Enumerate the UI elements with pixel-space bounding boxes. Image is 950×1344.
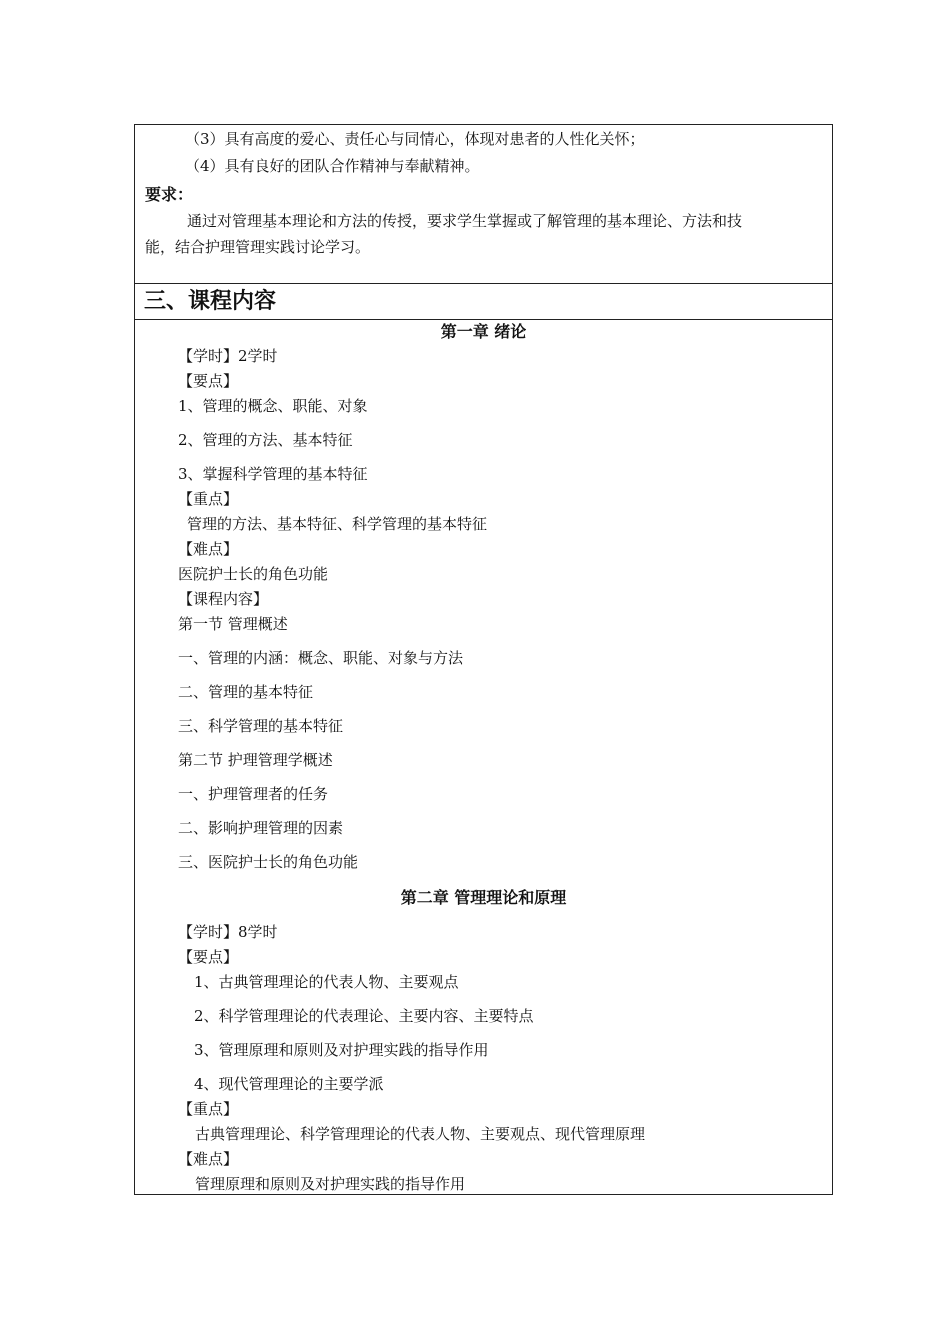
chapter-2-point: 3、管理原理和原则及对护理实践的指导作用 [194, 1041, 489, 1059]
chapter-1-content-label: 【课程内容】 [178, 590, 269, 608]
chapter-1-point: 3、掌握科学管理的基本特征 [178, 465, 368, 483]
chapter-2-hours: 【学时】8学时 [178, 923, 278, 941]
chapter-2-point: 2、科学管理理论的代表理论、主要内容、主要特点 [194, 1007, 534, 1025]
chapter-1-key: 管理的方法、基本特征、科学管理的基本特征 [187, 515, 488, 533]
chapter-2-title: 第二章 管理理论和原理 [400, 888, 567, 907]
section-title: 三、课程内容 [144, 289, 277, 314]
chapter-2-key: 古典管理理论、科学管理理论的代表人物、主要观点、现代管理原理 [195, 1125, 646, 1143]
chapter-2-key-label: 【重点】 [178, 1100, 239, 1118]
chapter-1-hours: 【学时】2学时 [178, 347, 278, 365]
chapter-1-point: 2、管理的方法、基本特征 [178, 431, 353, 449]
requirements-label: 要求： [145, 185, 194, 204]
chapter-2-point: 1、古典管理理论的代表人物、主要观点 [194, 973, 459, 991]
chapter-2-points-label: 【要点】 [178, 948, 239, 966]
requirements-line-1: 通过对管理基本理论和方法的传授，要求学生掌握或了解管理的基本理论、方法和技 [187, 212, 743, 230]
chapter-1-title: 第一章 绪论 [440, 322, 527, 341]
chapter-1-point: 1、管理的概念、职能、对象 [178, 397, 368, 415]
chapter-1-content-item: 第二节 护理管理学概述 [178, 751, 333, 769]
chapter-1-content-item: 一、管理的内涵：概念、职能、对象与方法 [178, 649, 464, 667]
requirements-line-2: 能，结合护理管理实践讨论学习。 [145, 238, 371, 256]
chapter-1-content-item: 三、医院护士长的角色功能 [178, 853, 359, 871]
objective-3: （3）具有高度的爱心、责任心与同情心，体现对患者的人性化关怀； [185, 130, 645, 148]
chapter-2-diff-label: 【难点】 [178, 1150, 239, 1168]
row-divider [135, 319, 832, 320]
chapter-1-content-item: 二、管理的基本特征 [178, 683, 314, 701]
chapter-2-point: 4、现代管理理论的主要学派 [194, 1075, 384, 1093]
chapter-1-diff: 医院护士长的角色功能 [178, 565, 329, 583]
chapter-1-points-label: 【要点】 [178, 372, 239, 390]
chapter-1-content-item: 三、科学管理的基本特征 [178, 717, 344, 735]
course-table [134, 124, 833, 1195]
chapter-1-key-label: 【重点】 [178, 490, 239, 508]
chapter-1-diff-label: 【难点】 [178, 540, 239, 558]
chapter-1-content-item: 第一节 管理概述 [178, 615, 288, 633]
chapter-1-content-item: 二、影响护理管理的因素 [178, 819, 344, 837]
chapter-1-content-item: 一、护理管理者的任务 [178, 785, 329, 803]
objective-4: （4）具有良好的团队合作精神与奉献精神。 [185, 157, 480, 175]
row-divider [135, 283, 832, 284]
chapter-2-diff: 管理原理和原则及对护理实践的指导作用 [195, 1175, 466, 1193]
